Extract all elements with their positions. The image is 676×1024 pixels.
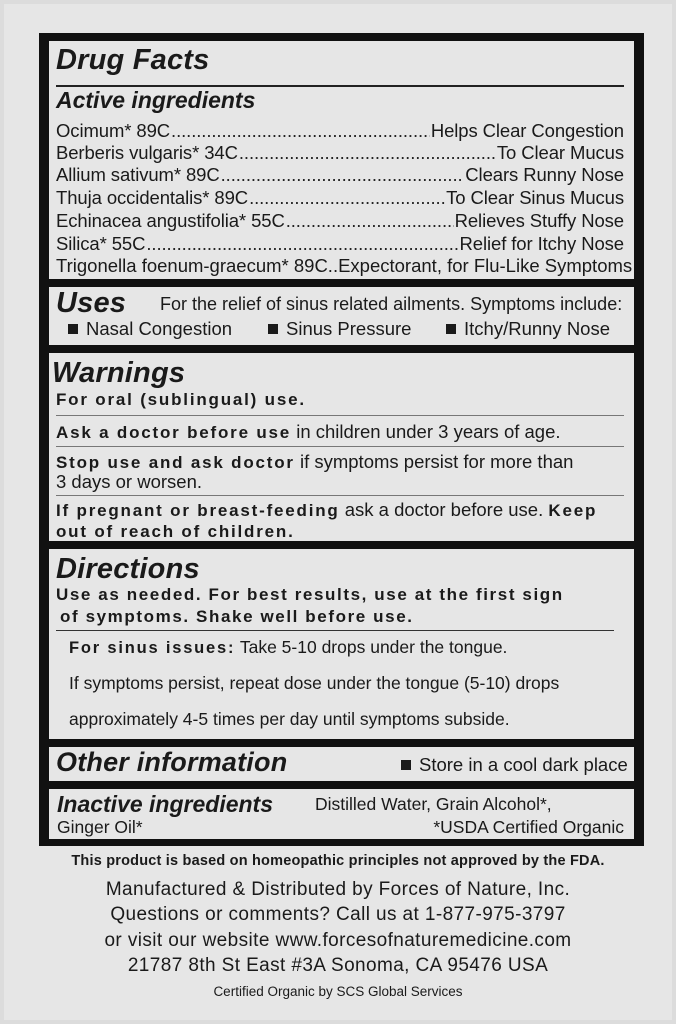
directions-heading: Directions [56,553,200,585]
ask-doctor-rest: in children under 3 years of age. [291,421,561,442]
uses-section [49,287,634,345]
ingredient-row [56,142,624,164]
stop-use-text [56,451,573,473]
directions-section [49,549,634,739]
ingredient-name: Berberis vulgaris* 34C [56,142,238,163]
dot-leader [146,233,458,255]
keep-out-bold: Keep [548,501,598,520]
certification-text: Certified Organic by SCS Global Services [213,984,463,999]
warnings-heading: Warnings [52,357,186,389]
use-item-label: Itchy/Runny Nose [464,318,611,339]
use-item [68,318,232,340]
directions-line: of symptoms. Shake well before use. [60,607,414,626]
ingredient-name: Allium sativum* 89C [56,164,220,185]
bullet-icon [446,324,456,334]
keep-out-text: out of reach of children. [56,522,295,541]
stop-use-text-2: 3 days or worsen. [56,471,203,492]
drug-facts-title: Drug Facts [56,44,210,76]
bullet-icon [268,324,278,334]
uses-heading: Uses [56,287,127,319]
contact-phone-text: Questions or comments? Call us at 1-877-975-3797 [110,904,566,925]
sinus-rest: Take 5-10 drops under the tongue. [235,637,508,657]
ingredient-name: Ocimum* 89C [56,120,171,141]
ingredient-purpose: Relieves Stuffy Nose [454,210,624,231]
divider [56,630,614,631]
dot-leader [221,164,465,186]
dot-leader [171,120,430,142]
directions-line: Use as needed. For best results, use at the first sign [56,585,564,604]
storage-item [401,754,628,776]
stop-use-rest: if symptoms persist for more than [294,451,574,472]
bullet-icon [401,760,411,770]
dot-leader [239,142,496,164]
manufacturer-text: Manufactured & Distributed by Forces of Nature, Inc. [105,879,571,900]
ingredient-row [56,187,624,209]
stop-use-bold: Stop use and ask doctor [56,453,295,472]
ingredient-row [56,210,624,232]
oral-use-text: For oral (sublingual) use. [56,390,306,409]
other-information-heading: Other information [56,747,288,777]
storage-text: Store in a cool dark place [419,754,628,775]
ask-doctor-text [56,421,561,443]
inactive-list-2: Ginger Oil* [57,817,143,837]
divider [56,415,624,416]
ingredient-row [56,233,624,255]
address-text: 21787 8th St East #3A Sonoma, CA 95476 USA [127,955,549,976]
ingredient-name: Echinacea angustifolia* 55C [56,210,285,231]
organic-note: *USDA Certified Organic [433,817,624,837]
active-ingredients-heading: Active ingredients [56,87,256,113]
divider [56,446,624,447]
ingredient-row [56,164,624,186]
inactive-ingredients-heading: Inactive ingredients [57,791,274,817]
drug-facts-panel [39,33,644,846]
pregnancy-text [56,499,597,521]
active-ingredients-section [49,41,634,279]
ingredient-purpose: Helps Clear Congestion [430,120,624,141]
use-item-label: Nasal Congestion [86,318,233,339]
ingredient-row: Trigonella foenum-graecum* 89C..Expectorant, for Flu-Like Symptoms [56,255,633,276]
dot-leader [249,187,445,209]
ingredient-purpose: To Clear Mucus [496,142,624,163]
use-item-label: Sinus Pressure [286,318,412,339]
dot-leader [286,210,454,232]
use-item [446,318,610,340]
ingredient-purpose: To Clear Sinus Mucus [446,187,624,208]
warnings-section [49,353,634,541]
persist-text-2: approximately 4-5 times per day until symptoms subside. [69,709,510,729]
ingredient-purpose: Clears Runny Nose [465,164,624,185]
uses-intro: For the relief of sinus related ailments. Symptoms include: [160,294,623,314]
ingredient-purpose: Relief for Itchy Nose [459,233,624,254]
bullet-icon [68,324,78,334]
sinus-dose-text [69,637,507,658]
ingredient-row [56,120,624,142]
ingredient-name: Thuja occidentalis* 89C [56,187,249,208]
pregnancy-rest: ask a doctor before use. [339,499,549,520]
website-text: or visit our website www.forcesofnaturemedicine.com [104,930,572,951]
pregnancy-bold: If pregnant or breast-feeding [56,501,340,520]
divider [56,495,624,496]
ask-doctor-bold: Ask a doctor before use [56,423,292,442]
sinus-bold: For sinus issues: [69,639,236,657]
inactive-ingredients-section [49,789,634,839]
inactive-list: Distilled Water, Grain Alcohol*, [315,794,552,814]
persist-text: If symptoms persist, repeat dose under the tongue (5-10) drops [69,673,560,693]
fda-disclaimer: This product is based on homeopathic principles not approved by the FDA. [71,853,605,869]
ingredient-name: Silica* 55C [56,233,146,254]
use-item [268,318,411,340]
other-information-section [49,747,634,781]
